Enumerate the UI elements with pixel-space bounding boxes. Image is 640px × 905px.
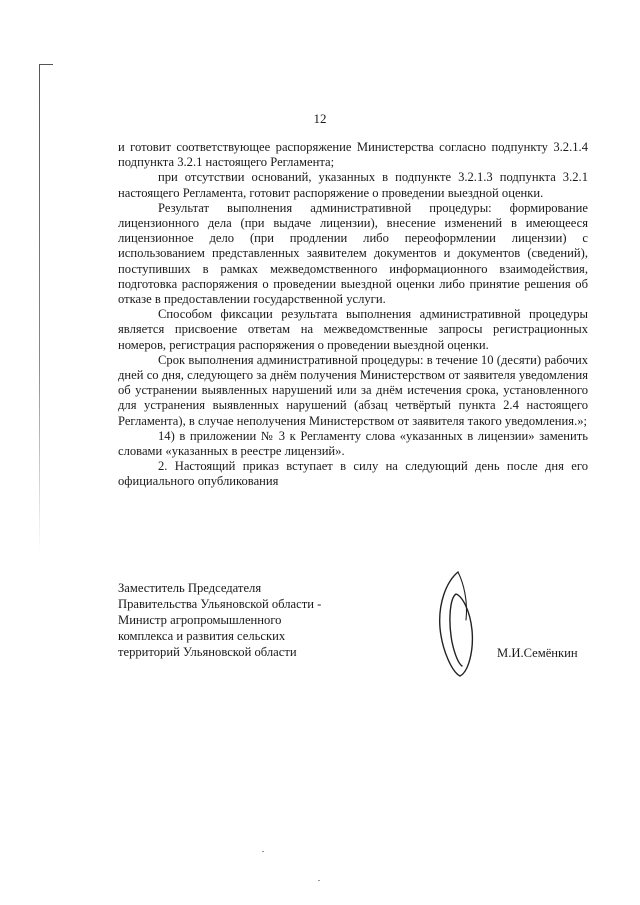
position-line: территорий Ульяновской области [118, 645, 297, 659]
signatory-position [118, 580, 321, 660]
paragraph-2: при отсутствии оснований, указанных в подпункте 3.2.1.3 подпункта 3.2.1 настоящего Регламента, готовит распоряжение о проведении выездной оценки. [118, 170, 588, 200]
handwritten-signature [428, 568, 484, 680]
scan-edge-line [39, 64, 40, 554]
document-body [118, 140, 588, 490]
position-line: комплекса и развития сельских [118, 629, 286, 643]
paragraph-3: Результат выполнения административной процедуры: формирование лицензионного дела (при выдаче лицензии), внесение изменений в имеющееся лицензионное дело (при продлении либо переоформлении лицензии) с использованием представленных заявителем документов и документов (сведений), поступивших в рамках межведомственного информационного взаимодействия, подготовка распоряжения о проведении выездной оценки либо принятие решения об отказе в предоставлении государственной услуги. [118, 200, 588, 307]
paragraph-1: и готовит соответствующее распоряжение Министерства согласно подпункту 3.2.1.4 подпункта 3.2.1 настоящего Регламента; [118, 140, 588, 170]
scan-edge-tick [39, 64, 53, 65]
paragraph-6: 14) в приложении № 3 к Регламенту слова «указанных в лицензии» заменить словами «указанных в реестре лицензий». [118, 428, 588, 459]
scan-speck [262, 851, 264, 852]
paragraph-5: Срок выполнения административной процедуры: в течение 10 (десяти) рабочих дней со дня, следующего за днём получения Министерством от заявителя уведомления об устранении выявленных нарушений или за днём истечения срока, установленного для устранения выявленных нарушений (абзац четвёртый пункта 2.4 настоящего Регламента), в случае неполучения Министерством от заявителя такого уведомления.»; [118, 352, 588, 428]
page-number: 12 [313, 111, 327, 126]
position-line: Заместитель Председателя [118, 581, 262, 595]
position-line: Правительства Ульяновской области - [118, 597, 322, 611]
paragraph-4: Способом фиксации результата выполнения административной процедуры является присвоение ответам на межведомственные запросы регистрационных номеров, регистрация распоряжения о проведении выездной оценки. [118, 307, 588, 352]
signer-name: М.И.Семёнкин [497, 646, 578, 660]
scan-speck [318, 880, 320, 881]
position-line: Министр агропромышленного [118, 613, 282, 627]
paragraph-7: 2. Настоящий приказ вступает в силу на следующий день после дня его официального опубликования [118, 459, 588, 489]
